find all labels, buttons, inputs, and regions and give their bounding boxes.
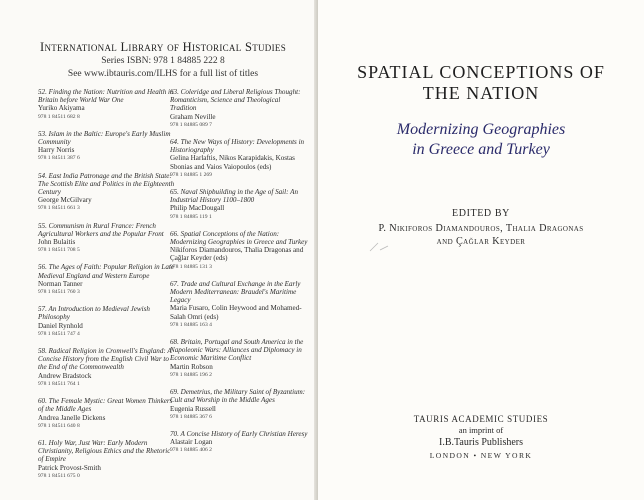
entry-title: 53. Islam in the Baltic: Europe's Early Muslim Community [38, 129, 171, 147]
series-entry [170, 280, 308, 329]
series-entry [38, 130, 176, 163]
entry-isbn: 978 1 84885 196 2 [170, 371, 212, 378]
entry-author: Gelina Harlaftis, Nikos Karapidakis, Kostas Sbonias and Vaios Vaiopoulos (eds) [170, 154, 295, 171]
entry-title: 61. Holy War, Just War: Early Modern Christianity, Religious Ethics and the Rhetoric of Empire [38, 438, 171, 464]
entry-title: 57. An Introduction to Medieval Jewish Philosophy [38, 305, 150, 322]
publisher-cities: LONDON • NEW YORK [429, 451, 533, 460]
entry-title: 70. A Concise History of Early Christian Heresy [170, 429, 308, 438]
series-entry [170, 430, 308, 455]
entry-title: 65. Naval Shipbuilding in the Age of Sail: An Industrial History 1100–1800 [170, 188, 299, 205]
entry-title: 69. Demetrius, the Military Saint of Byzantium: Cult and Worship in the Middle Ages [170, 388, 306, 405]
entry-title: 54. East India Patronage and the British State: The Scottish Elite and Politics in the Eighteenth Century [38, 171, 175, 197]
series-entry [38, 88, 176, 121]
series-title: International Library of Historical Studies [39, 40, 286, 54]
book-title-line-2: THE NATION [422, 83, 540, 103]
entry-title: 55. Communism in Rural France: French Agricultural Workers and the Popular Front [38, 221, 164, 238]
entry-author: Daniel Rynhold [38, 321, 83, 330]
publisher-imprint-of: an imprint of [458, 425, 504, 435]
entry-isbn: 978 1 84511 640 8 [38, 422, 80, 429]
entry-author: Norman Tanner [38, 279, 83, 288]
series-isbn: Series ISBN: 978 1 84885 222 8 [101, 56, 225, 66]
entry-isbn: 978 1 84885 163 4 [170, 321, 212, 328]
entry-title: 64. The New Ways of History: Developments in Historiography [170, 138, 305, 155]
entry-title: 52. Finding the Nation: Nutrition and Health in Britain before World War One [38, 88, 174, 105]
editors-line-2: and Çağlar Keyder [436, 236, 526, 247]
entry-title: 60. The Female Mystic: Great Women Thinkers of the Middle Ages [38, 397, 173, 414]
edited-by-label: EDITED BY [452, 208, 510, 219]
series-entry [170, 388, 308, 421]
entry-isbn: 978 1 84511 661 3 [38, 205, 80, 212]
entry-isbn: 978 1 84885 1 269 [170, 171, 212, 178]
entry-author: George McGilvary [38, 196, 92, 205]
entry-author: John Bulaitis [38, 238, 76, 247]
entry-author: Patrick Provost-Smith [38, 463, 101, 472]
entry-isbn: 978 1 84885 367 6 [170, 413, 212, 420]
entry-author: Maria Fusaro, Colin Heywood and Mohamed-Salah Omri (eds) [170, 304, 302, 321]
entry-title: 66. Spatial Conceptions of the Nation: Modernizing Geographies in Greece and Turkey [170, 229, 308, 247]
entry-title: 67. Trade and Cultural Exchange in the Early Modern Mediterranean: Braudel's Maritime Legacy [170, 279, 301, 305]
entry-author: Eugenia Russell [170, 404, 216, 413]
series-entry [38, 263, 176, 296]
series-list-right-column [170, 88, 308, 464]
entry-isbn: 978 1 84511 675 0 [38, 472, 80, 479]
entry-title: 56. The Ages of Faith: Popular Religion in Late Medieval England and Western Europe [38, 263, 175, 280]
series-entry [170, 338, 308, 379]
entry-isbn: 978 1 84511 747 4 [38, 330, 80, 337]
series-entry [170, 230, 308, 271]
entry-title: 58. Radical Religion in Cromwell's England: A Concise History from the English Civil War to the End of the Commonwealth [38, 347, 172, 372]
pencil-mark [366, 240, 396, 254]
entry-author: Andrew Bradstock [38, 371, 92, 380]
entry-author: Philip MacDougall [170, 204, 225, 213]
series-entry [170, 138, 308, 179]
publisher-imprint: TAURIS ACADEMIC STUDIES [413, 414, 549, 424]
title-page [318, 0, 644, 500]
book-title [318, 62, 644, 104]
book-subtitle [318, 120, 644, 160]
entry-title: 68. Britain, Portugal and South America in the Napoleonic Wars: Alliances and Diplomacy in Economic Maritime Conflict [170, 338, 304, 363]
entry-author: Martin Robson [170, 362, 213, 371]
series-entry [38, 439, 176, 480]
series-entry [38, 305, 176, 338]
series-list-left-column [38, 88, 176, 489]
entry-author: Harry Norris [38, 146, 75, 155]
book-title-line-1: SPATIAL CONCEPTIONS OF [357, 62, 605, 82]
editors-line-1: P. Nikiforos Diamandouros, Thalia Dragonas [378, 223, 584, 234]
entry-title: 63. Coleridge and Liberal Religious Thought: Romanticism, Science and Theological Tradition [170, 88, 301, 113]
entry-isbn: 978 1 84885 406 2 [170, 447, 212, 454]
entry-isbn: 978 1 84885 089 7 [170, 121, 212, 128]
entry-author: Alastair Logan [170, 438, 213, 447]
entry-isbn: 978 1 84511 764 1 [38, 380, 80, 387]
series-entry [38, 347, 176, 388]
entry-isbn: 978 1 84511 708 5 [38, 247, 80, 254]
book-subtitle-line-1: Modernizing Geographies [396, 121, 566, 138]
series-entry [170, 88, 308, 129]
series-url: See www.ibtauris.com/ILHS for a full list of titles [67, 69, 259, 79]
publisher-name: I.B.Tauris Publishers [438, 437, 524, 448]
entry-isbn: 978 1 84511 682 8 [38, 113, 80, 120]
series-entry [38, 397, 176, 430]
series-entry [38, 222, 176, 255]
left-page [0, 0, 318, 500]
entry-isbn: 978 1 84511 760 3 [38, 289, 80, 296]
entry-author: Graham Neville [170, 112, 216, 121]
entry-author: Nikiforos Diamandouros, Thalia Dragonas and Çağlar Keyder (eds) [170, 246, 304, 263]
entry-isbn: 978 1 84885 131 3 [170, 263, 212, 270]
entry-isbn: 978 1 84511 387 6 [38, 155, 80, 162]
book-subtitle-line-2: in Greece and Turkey [412, 141, 550, 158]
series-entry [170, 188, 308, 221]
series-entry [38, 172, 176, 213]
entry-author: Yuriko Akiyama [38, 104, 85, 113]
entry-isbn: 978 1 84885 119 1 [170, 213, 212, 220]
entry-author: Andrea Janelle Dickens [38, 413, 106, 422]
